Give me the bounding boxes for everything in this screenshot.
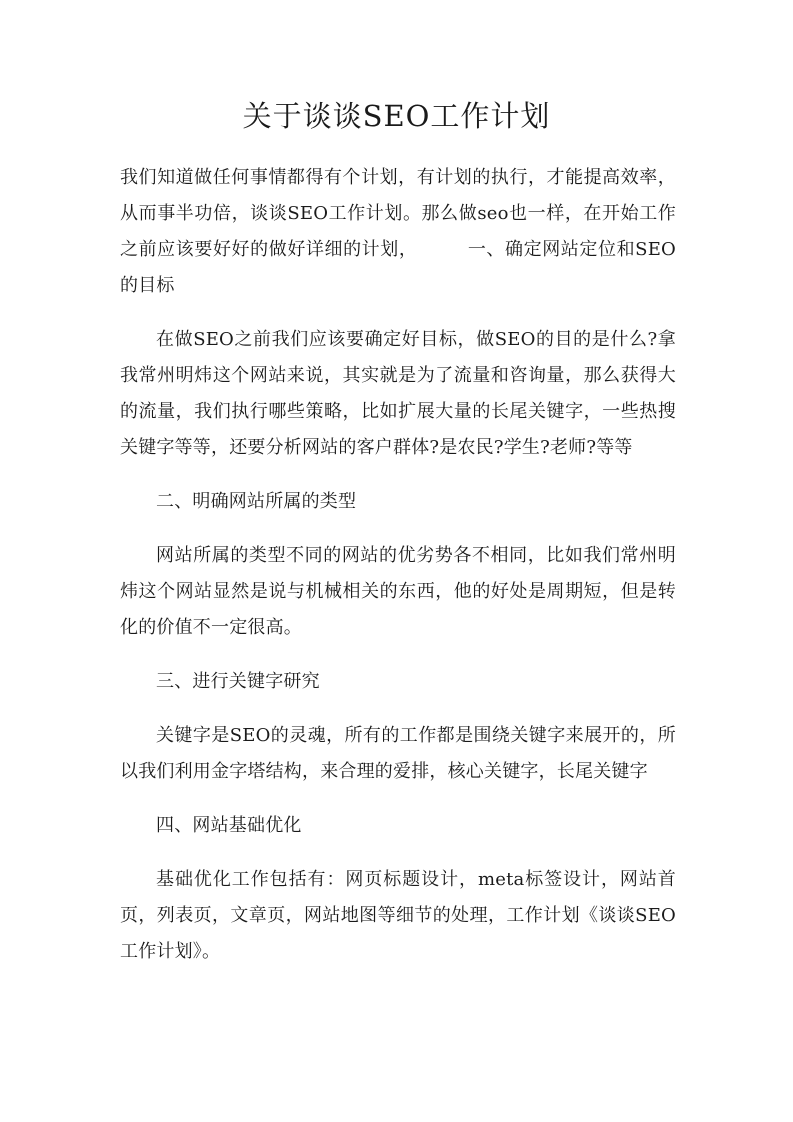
paragraph-goals: 在做SEO之前我们应该要确定好目标，做SEO的目的是什么?拿我常州明炜这个网站来说，其实就是为了流量和咨询量，那么获得大的流量，我们执行哪些策略，比如扩展大量的长尾关键字，一些热搜关键字等等，还要分析网站的客户群体?是农民?学生?老师?等等 xyxy=(120,329,676,458)
paragraph-intro xyxy=(120,160,676,304)
section-heading-1: 一、确定网站定位和SEO的目标 xyxy=(120,239,676,296)
paragraph-keywords: 关键字是SEO的灵魂，所有的工作都是围绕关键字来展开的，所以我们利用金字塔结构，来合理的爱排，核心关键字，长尾关键字 xyxy=(120,725,676,782)
section-heading-2: 二、明确网站所属的类型 xyxy=(156,491,357,512)
paragraph-basic-optimization: 基础优化工作包括有：网页标题设计，meta标签设计，网站首页，列表页，文章页，网站地图等细节的处理，工作计划《谈谈SEO工作计划》。 xyxy=(120,869,676,962)
paragraph-site-type: 网站所属的类型不同的网站的优劣势各不相同，比如我们常州明炜这个网站显然是说与机械相关的东西，他的好处是周期短，但是转化的价值不一定很高。 xyxy=(120,545,676,638)
section-heading-3: 三、进行关键字研究 xyxy=(156,671,320,692)
document-body xyxy=(120,160,676,970)
paragraph-intro-text: 我们知道做任何事情都得有个计划，有计划的执行，才能提高效率，从而事半功倍，谈谈SEO工作计划。那么做seo也一样，在开始工作之前应该要好好的做好详细的计划， xyxy=(120,167,676,260)
document-title: 关于谈谈SEO工作计划 xyxy=(242,99,551,133)
section-heading-4: 四、网站基础优化 xyxy=(156,815,302,836)
